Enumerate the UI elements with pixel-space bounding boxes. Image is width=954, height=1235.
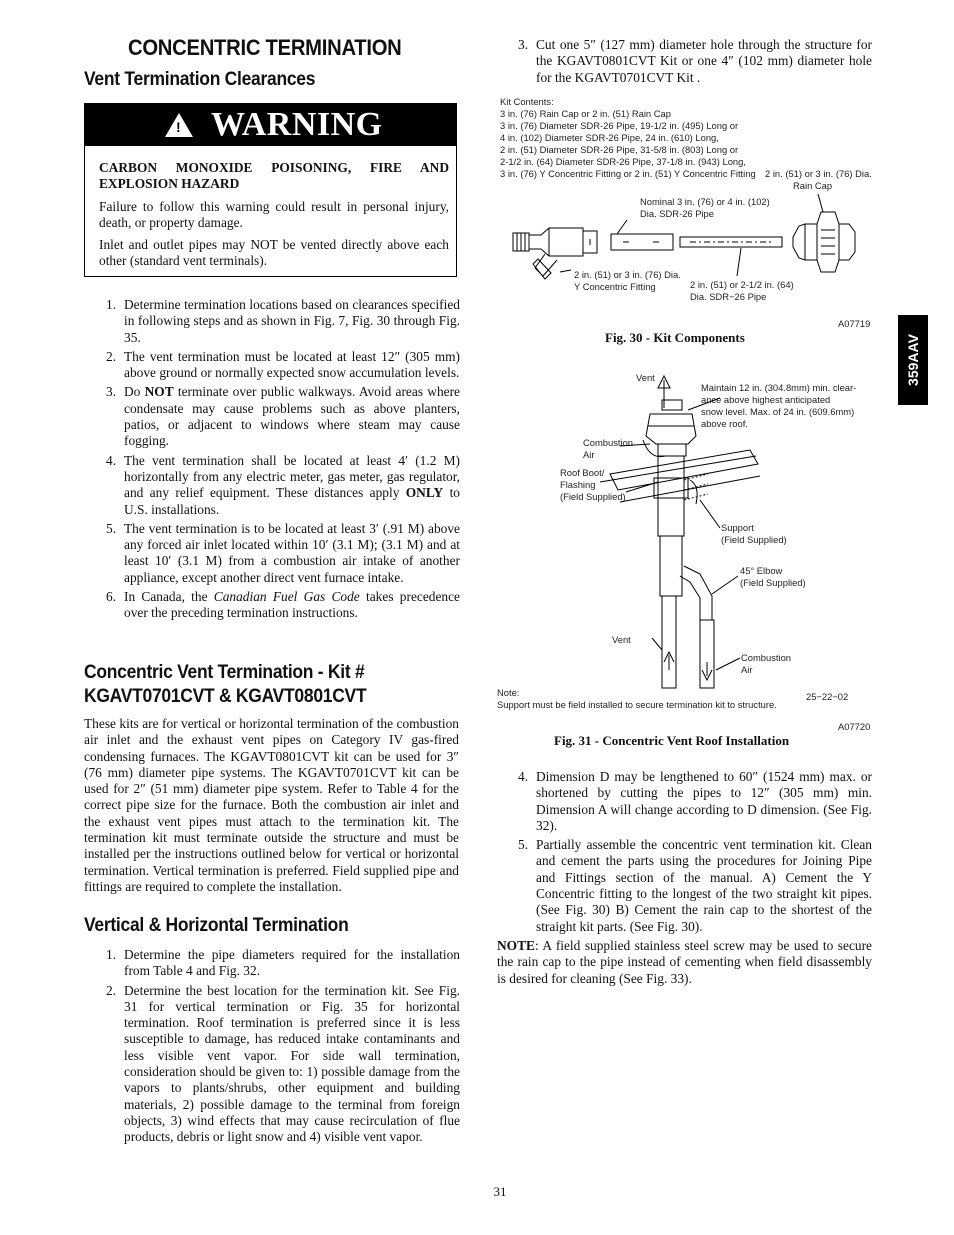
list-item: 5. The vent termination is to be located at least 3′ (.91 M) above any forced air inlet located within 10′ (3.1 M); (3.1 M) and at least 10′ (3.1 M) from a combustion air intake of another appliance, except another direct vent furnace intake. [106, 520, 460, 585]
warning-triangle-icon: ! [165, 113, 193, 137]
elbow-label: 45° Elbow (Field Supplied) [740, 565, 806, 588]
steps-after-figures [510, 769, 872, 938]
step-3 [510, 37, 872, 89]
roof-boot-label: Roof Boot/ Flashing (Field Supplied) [560, 467, 626, 502]
list-item: 1. Determine termination locations based on clearances specified in following steps and as shown in Fig. 7, Fig. 30 through Fig. 35. [106, 297, 460, 345]
fig31-code: A07720 [838, 721, 871, 732]
clearances-heading: Vent Termination Clearances [84, 69, 316, 90]
list-item: 2. The vent termination must be located at least 12″ (305 mm) above ground or normally expected snow accumulation levels. [106, 348, 460, 381]
warning-line-1: Failure to follow this warning could result in personal injury, death, or property damage. [99, 198, 449, 230]
fig30-code: A07719 [838, 318, 871, 329]
list-item: 4. The vent termination shall be located at least 4′ (1.2 M) horizontally from any electric meter, gas meter, gas regulator, and any relief equipment. These distances apply ONLY to U.S. installations. [106, 452, 460, 517]
warning-bar [85, 104, 456, 146]
kit-paragraph: These kits are for vertical or horizontal termination of the combustion air inlet and the exhaust vent pipes on Category IV gas-fired condensing furnaces. The KGAVT0801CVT kit can be used for 3″ (76 mm) diameter pipe systems. The KGAVT0701CVT kit can be used for 2″ (51 mm) diameter pipe system. Refer to Table 4 for the correct pipe size for the furnace. Both the combustion air inlet and the exhaust vent pipes must attach to the termination kit. The termination kit must terminate outside the structure and must be installed per the instructions outlined below for vertical or horizontal termination. Vertical termination is preferred. Field supplied pipe and fittings are required to complete the installation. [84, 716, 459, 894]
list-item: 3. Do NOT terminate over public walkways. Avoid areas where condensate may cause problems such as above planters, patios, or adjacent to windows where steam may cause fogging. [106, 384, 460, 449]
fig31-note: Note: Support must be field installed to secure termination kit to structure. [497, 687, 777, 710]
section-title: CONCENTRIC TERMINATION [128, 35, 402, 60]
small-pipe-label: 2 in. (51) or 2-1/2 in. (64) Dia. SDR−26 Pipe [690, 279, 794, 302]
warning-hazard: CARBON MONOXIDE POISONING, FIRE AND EXPLOSION HAZARD [99, 160, 449, 192]
vh-heading: Vertical & Horizontal Termination [84, 915, 349, 936]
kit-heading-line-1: Concentric Vent Termination - Kit # [84, 662, 365, 683]
combustion-air-label: Combustion Air [583, 437, 634, 460]
fig31-caption: Fig. 31 - Concentric Vent Roof Installation [554, 733, 790, 748]
warning-label: WARNING [211, 106, 383, 143]
y-fitting-label: 2 in. (51) or 3 in. (76) Dia. Y Concentric Fitting [574, 269, 681, 292]
roof-installation-drawing [540, 370, 790, 695]
list-item: 2. Determine the best location for the termination kit. See Fig. 31 for vertical termination or Fig. 35 for horizontal termination. Roof termination is preferred since it is less susceptible to damage, has reduced intake contaminants and less visible vent vapor. For side wall termination, consideration should be given to: 1) possible damage from the vapors to plants/shrubs, other equipment and building materials, 2) possible damage to the terminal from foreign objects, 3) wind effects that may cause recirculation of flue products, debris or light snow and 4) visible vent vapor. [106, 982, 460, 1145]
support-label: Support (Field Supplied) [721, 522, 787, 545]
kit-components-drawing [505, 180, 865, 290]
raincap-label: 2 in. (51) or 3 in. (76) Dia. Rain Cap [765, 168, 872, 191]
side-tab: 359AAV [898, 315, 928, 405]
vent-top-label: Vent [636, 372, 655, 383]
warning-line-2: Inlet and outlet pipes may NOT be vented directly above each other (standard vent terminals). [99, 237, 449, 269]
kit-heading-line-2: KGAVT0701CVT & KGAVT0801CVT [84, 686, 367, 707]
combustion-bottom-label: Combustion Air [741, 652, 792, 675]
list-item: 5. Partially assemble the concentric vent termination kit. Clean and cement the parts using the procedures for Joining Pipe and Fittings section of the manual. A) Cement the Y Concentric fitting to the longest of the two straight kit pipes. (See Fig. 30) B) Cement the rain cap to the shortest of the straight kit parts. (See Fig. 30). [518, 837, 872, 934]
nominal-pipe-label: Nominal 3 in. (76) or 4 in. (102) Dia. SDR-26 Pipe [640, 196, 770, 219]
fig30-caption: Fig. 30 - Kit Components [605, 330, 745, 345]
kit-contents: Kit Contents: 3 in. (76) Rain Cap or 2 in. (51) Rain Cap 3 in. (76) Diameter SDR-26 Pipe, 19-1/2 in. (495) Long or 4 in. (102) Diameter SDR-26 Pipe, 24 in. (610) Long, 2 in. (51) Diameter SDR-26 Pipe, 31-5/8 in. (803) Long or 2-1/2 in. (64) Diameter SDR-26 Pipe, 37-1/8 in. (943) Long, 3 in. (76) Y Concentric Fitting or 2 in. (51) Y Concentric Fitting [500, 96, 756, 179]
vent-bottom-label: Vent [612, 634, 631, 645]
page-number: 31 [493, 1184, 507, 1199]
clearance-steps [98, 297, 460, 625]
maintain-label: Maintain 12 in. (304.8mm) min. clear- ance above highest anticipated snow level. Max. of 24 in. (609.6mm) above roof. [701, 382, 857, 429]
list-item: 3. Cut one 5″ (127 mm) diameter hole through the structure for the KGAVT0801CVT Kit or one 4″ (102 mm) diameter hole for the KGAVT0701CVT Kit . [518, 37, 872, 85]
list-item: 6. In Canada, the Canadian Fuel Gas Code takes precedence over the preceding termination instructions. [106, 589, 460, 621]
vh-steps [98, 947, 460, 1149]
fig31-date: 25−22−02 [806, 691, 849, 702]
list-item: 4. Dimension D may be lengthened to 60″ (1524 mm) max. or shortened by cutting the pipes to 12″ (305 mm) min. Dimension A will change according to D dimension. (See Fig. 32). [518, 769, 872, 833]
list-item: 1. Determine the pipe diameters required for the installation from Table 4 and Fig. 32. [106, 947, 460, 979]
note-paragraph: NOTE: A field supplied stainless steel screw may be used to secure the rain cap to the pipe instead of cementing when field disassembly is desired for cleaning (See Fig. 33). [497, 938, 872, 986]
warning-box [84, 103, 457, 277]
